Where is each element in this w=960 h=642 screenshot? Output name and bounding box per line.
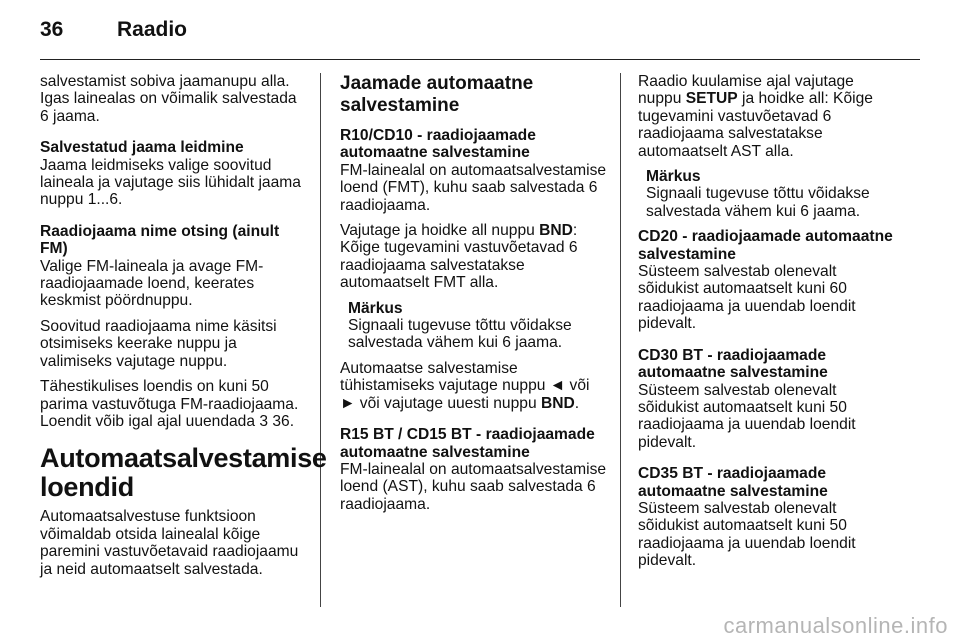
section-heading: CD30 BT - raadiojaamade automaatne salvestamine: [638, 346, 828, 382]
key-label: BND: [540, 394, 575, 412]
section-body: FM-lainealal on automaatsalvestamise loend (FMT), kuhu saab salvestada 6 raadiojaama.: [340, 161, 607, 214]
column-divider-1: [320, 73, 321, 607]
page-reference-link[interactable]: 3 36.: [259, 412, 295, 430]
note-title: Märkus: [646, 168, 701, 186]
section-body: Jaama leidmiseks valige soovitud laineala ja vajutage siis lühidalt jaama nuppu 1...6.: [40, 156, 301, 209]
section-body: [40, 378, 306, 430]
section-heading: R10/CD10 - raadiojaamade automaatne salvestamine: [340, 127, 536, 162]
section-body: Süsteem salvestab olenevalt sõidukist automaatselt kuni 60 raadiojaama ja uuendab loendit pidevalt.: [638, 263, 856, 333]
paragraph-text: .: [574, 394, 580, 412]
main-heading-body: Automaatsalvestuse funktsioon võimaldab otsida lainealal kõige paremini vastuvõetavaid raadiojaamu ja neid automaatselt salvestada.: [40, 508, 299, 578]
note-body: Signaali tugevuse tõttu võidakse salvestada vähem kui 6 jaama.: [646, 185, 870, 220]
note-body: Signaali tugevuse tõttu võidakse salvestada vähem kui 6 jaama.: [348, 317, 572, 352]
section-body: Süsteem salvestab olenevalt sõidukist automaatselt kuni 50 raadiojaama ja uuendab loendit pidevalt.: [638, 499, 856, 570]
paragraph-text: Tähestikulises loendis on kuni 50 parima vastuvõtuga FM-raadiojaama. Loendit võib igal ajal uuendada: [40, 378, 299, 430]
column-2: [340, 73, 608, 521]
section-heading: Raadiojaama nime otsing (ainult FM): [40, 222, 280, 258]
intro-paragraph: salvestamist sobiva jaamanupu alla. Igas lainealas on võimalik salvestada 6 jaama.: [40, 73, 297, 125]
section-body: FM-lainealal on automaatsalvestamise loend (AST), kuhu saab salvestada 6 raadiojaama.: [340, 460, 607, 513]
paragraph-text: Raadio kuulamise ajal vajutage nuppu: [638, 73, 854, 108]
column-divider-2: [620, 73, 621, 607]
paragraph-text: ja hoidke all: Kõige tugevamini vastuvõetavad 6 raadiojaama salvestatakse automaatselt AST alla.: [638, 90, 873, 160]
section-body: Valige FM-laineala ja avage FM-raadiojaamade loend, keerates keskmist pöördnuppu.: [40, 257, 264, 310]
paragraph-text: : Kõige tugevamini vastuvõetavad 6 raadiojaama salvestatakse automaatselt FMT alla.: [340, 222, 578, 292]
sub-heading: Jaamade automaatne salvestamine: [340, 73, 534, 116]
page-title: Raadio: [117, 18, 188, 41]
paragraph-text: Automaatse salvestamise tühistamiseks vajutage nuppu ◄ või ► või vajutage uuesti nuppu: [340, 359, 590, 412]
note-box: [646, 168, 900, 220]
section-heading: Salvestatud jaama leidmine: [40, 139, 244, 157]
note-title: Märkus: [348, 299, 403, 317]
section-body: Süsteem salvestab olenevalt sõidukist automaatselt kuni 50 raadiojaama ja uuendab loendit pidevalt.: [638, 381, 856, 451]
page-number: 36: [40, 18, 64, 41]
paragraph-text: Vajutage ja hoidke all nuppu: [340, 222, 540, 240]
key-label: BND: [539, 222, 573, 240]
column-1: [40, 73, 327, 586]
watermark: carmanualsonline.info: [723, 613, 948, 638]
note-box: [348, 300, 608, 352]
section-heading: CD35 BT - raadiojaamade automaatne salvestamine: [638, 465, 828, 500]
section-heading: R15 BT / CD15 BT - raadiojaamade automaatne salvestamine: [340, 426, 595, 461]
main-heading: Automaatsalvestamise loendid: [40, 443, 327, 503]
key-label: SETUP: [685, 90, 738, 108]
section-body: [340, 222, 608, 292]
section-heading: CD20 - raadiojaamade automaatne salvestamine: [638, 228, 893, 263]
column-3: [638, 73, 900, 578]
section-body: [340, 360, 608, 412]
section-body: [638, 73, 900, 160]
section-body: Soovitud raadiojaama nime käsitsi otsimiseks keerake nuppu ja valimiseks vajutage nuppu.: [40, 317, 277, 370]
header-rule: [40, 59, 920, 60]
